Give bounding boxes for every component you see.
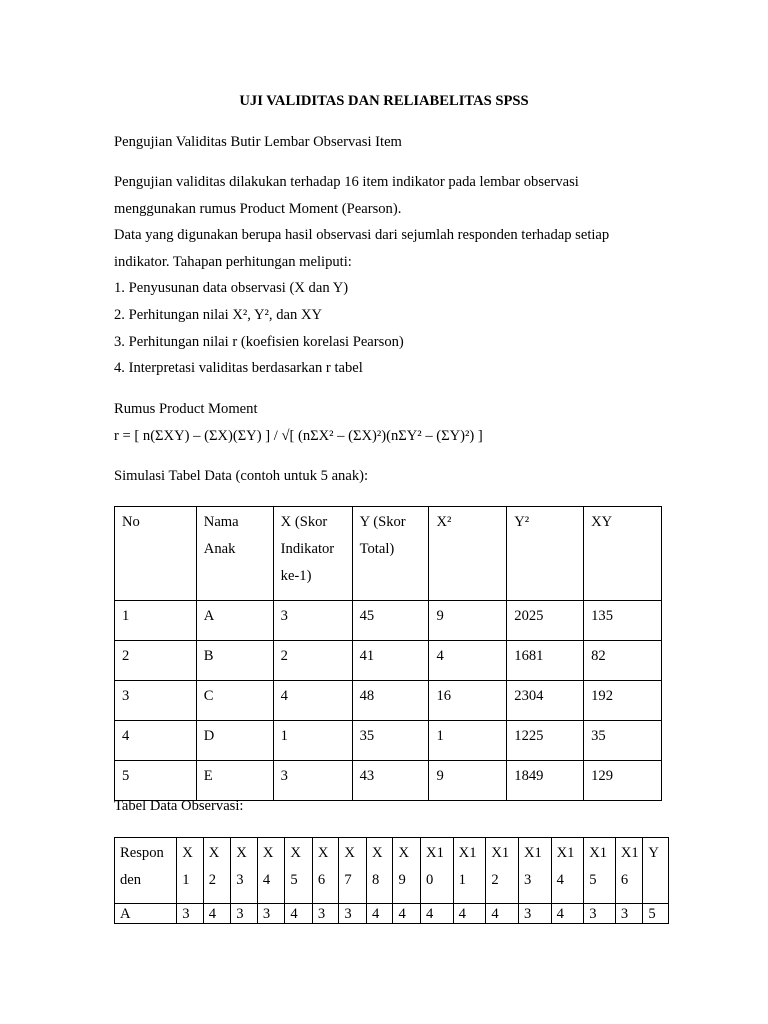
table-cell: 3 [231, 904, 258, 924]
paragraph-line: indikator. Tahapan perhitungan meliputi: [114, 254, 352, 270]
header-text: X [182, 845, 193, 861]
header-cell [203, 838, 231, 904]
header-text: X1 [620, 845, 639, 861]
step-item: 4. Interpretasi validitas berdasarkan r tabel [114, 360, 363, 376]
table-cell: 45 [352, 601, 429, 641]
header-cell [486, 838, 519, 904]
header-cell [643, 838, 669, 904]
paragraph-line: Data yang digunakan berupa hasil observasi dari sejumlah responden terhadap setiap [114, 227, 610, 243]
header-text: Indikator [280, 541, 335, 557]
table-cell: 3 [584, 904, 616, 924]
table-cell: 4 [421, 904, 454, 924]
table-cell: 82 [584, 641, 662, 681]
table-header-row [115, 507, 662, 601]
table-cell: 3 [273, 601, 352, 641]
document-title: UJI VALIDITAS DAN RELIABELITAS SPSS [239, 93, 529, 109]
table-cell: 4 [393, 904, 421, 924]
table-cell: 16 [429, 681, 507, 721]
table-row [115, 721, 662, 761]
table-cell: A [196, 601, 273, 641]
table-cell: 1681 [507, 641, 584, 681]
table-cell: 3 [615, 904, 643, 924]
table-cell: 3 [115, 681, 197, 721]
table-cell: 2 [273, 641, 352, 681]
header-text: 1 [458, 872, 466, 888]
table-cell: 4 [429, 641, 507, 681]
step-item: 1. Penyusunan data observasi (X dan Y) [114, 280, 349, 296]
paragraph-line: menggunakan rumus Product Moment (Pearson). [114, 201, 402, 217]
header-cell [273, 507, 352, 601]
table-cell: 5 [115, 761, 197, 801]
header-text: 6 [317, 872, 326, 888]
table-cell: 4 [453, 904, 486, 924]
table-cell: 35 [584, 721, 662, 761]
table-row [115, 601, 662, 641]
header-text: X² [436, 514, 452, 530]
table-cell: 2304 [507, 681, 584, 721]
formula-title: Rumus Product Moment [114, 401, 258, 417]
header-text: X [290, 845, 301, 861]
header-cell [584, 507, 662, 601]
table-cell: 192 [584, 681, 662, 721]
table-row [115, 641, 662, 681]
header-cell [115, 507, 197, 601]
header-text: 7 [344, 872, 352, 888]
header-cell [285, 838, 313, 904]
table-cell: 2025 [507, 601, 584, 641]
table-cell: 4 [486, 904, 519, 924]
header-text: X1 [426, 845, 444, 861]
table-cell: 2 [115, 641, 197, 681]
header-text: No [122, 514, 140, 530]
header-cell [231, 838, 258, 904]
table-cell: 4 [203, 904, 231, 924]
table-cell: 4 [273, 681, 352, 721]
header-text: X [236, 845, 247, 861]
table-cell: 48 [352, 681, 429, 721]
header-text: X [398, 845, 410, 861]
header-cell [429, 507, 507, 601]
header-text: 2 [208, 872, 217, 888]
header-cell [421, 838, 454, 904]
header-text: X1 [458, 845, 477, 861]
table-cell: D [196, 721, 273, 761]
header-cell [339, 838, 367, 904]
table-cell: 9 [429, 601, 507, 641]
header-text: X (Skor [280, 514, 328, 530]
header-text: 3 [523, 872, 532, 888]
observation-caption: Tabel Data Observasi: [114, 798, 244, 814]
step-item: 2. Perhitungan nilai X², Y², dan XY [114, 307, 323, 323]
table-cell: 4 [551, 904, 584, 924]
header-text: 5 [589, 872, 597, 888]
header-cell [393, 838, 421, 904]
header-text: 3 [236, 872, 244, 888]
table-cell: B [196, 641, 273, 681]
header-text: 9 [398, 872, 406, 888]
header-cell [518, 838, 551, 904]
table-cell: 3 [518, 904, 551, 924]
header-text: X1 [523, 845, 542, 861]
header-cell [312, 838, 339, 904]
header-text: 4 [556, 872, 564, 888]
header-text: ke-1) [280, 568, 312, 584]
observation-table [114, 837, 669, 924]
table-cell: 4 [115, 721, 197, 761]
header-text: Y [648, 845, 659, 861]
header-cell [196, 507, 273, 601]
table-row [115, 904, 669, 924]
header-cell [551, 838, 584, 904]
header-text: 1 [182, 872, 190, 888]
header-text: 6 [620, 872, 629, 888]
header-cell [352, 507, 429, 601]
header-text: 8 [371, 872, 380, 888]
table-cell: 3 [257, 904, 285, 924]
header-text: 0 [426, 872, 434, 888]
table-cell: 1225 [507, 721, 584, 761]
formula: r = [ n(ΣXY) – (ΣX)(ΣY) ] / √[ (nΣX² – (ΣX)²)(nΣY² – (ΣY)²) ] [114, 428, 483, 444]
header-text: Total) [359, 541, 395, 557]
header-text: Nama [203, 514, 239, 530]
table-cell: 1 [115, 601, 197, 641]
header-text: X [208, 845, 220, 861]
table-cell: 4 [285, 904, 313, 924]
header-cell [453, 838, 486, 904]
header-text: 2 [491, 872, 499, 888]
table-cell: 41 [352, 641, 429, 681]
header-cell [177, 838, 204, 904]
table-row [115, 761, 662, 801]
header-text: X [344, 845, 355, 861]
table-cell: 1 [273, 721, 352, 761]
simulation-table [114, 506, 662, 801]
header-text: X1 [491, 845, 510, 861]
simulation-caption: Simulasi Tabel Data (contoh untuk 5 anak): [114, 468, 369, 484]
table-row [115, 681, 662, 721]
table-cell: 1 [429, 721, 507, 761]
header-text: X1 [556, 845, 575, 861]
header-text: X [371, 845, 383, 861]
header-text: X1 [589, 845, 608, 861]
header-cell [115, 838, 177, 904]
table-cell: A [115, 904, 177, 924]
header-cell [366, 838, 393, 904]
table-cell: 5 [643, 904, 669, 924]
table-cell: 3 [312, 904, 339, 924]
header-cell [507, 507, 584, 601]
section-heading: Pengujian Validitas Butir Lembar Observasi Item [114, 134, 402, 150]
table-cell: 3 [273, 761, 352, 801]
table-cell: 35 [352, 721, 429, 761]
header-text: 4 [262, 872, 271, 888]
header-text: X [262, 845, 274, 861]
table-cell: 135 [584, 601, 662, 641]
table-cell: 3 [177, 904, 204, 924]
header-text: 5 [290, 872, 298, 888]
header-text: X [317, 845, 329, 861]
table-cell: C [196, 681, 273, 721]
table-cell: 4 [366, 904, 393, 924]
table-cell: 129 [584, 761, 662, 801]
header-cell [584, 838, 616, 904]
header-text: XY [591, 514, 613, 530]
table-header-row [115, 838, 669, 904]
paragraph-line: Pengujian validitas dilakukan terhadap 16 item indikator pada lembar observasi [114, 174, 579, 190]
header-text: Y (Skor [359, 514, 406, 530]
table-cell: 3 [339, 904, 367, 924]
header-text: Y² [514, 514, 530, 530]
header-cell [615, 838, 643, 904]
table-cell: 9 [429, 761, 507, 801]
header-text: den [120, 872, 142, 888]
step-item: 3. Perhitungan nilai r (koefisien korelasi Pearson) [114, 334, 404, 350]
table-cell: 1849 [507, 761, 584, 801]
header-cell [257, 838, 285, 904]
table-cell: E [196, 761, 273, 801]
header-text: Respon [120, 845, 164, 861]
header-text: Anak [203, 541, 236, 557]
table-cell: 43 [352, 761, 429, 801]
